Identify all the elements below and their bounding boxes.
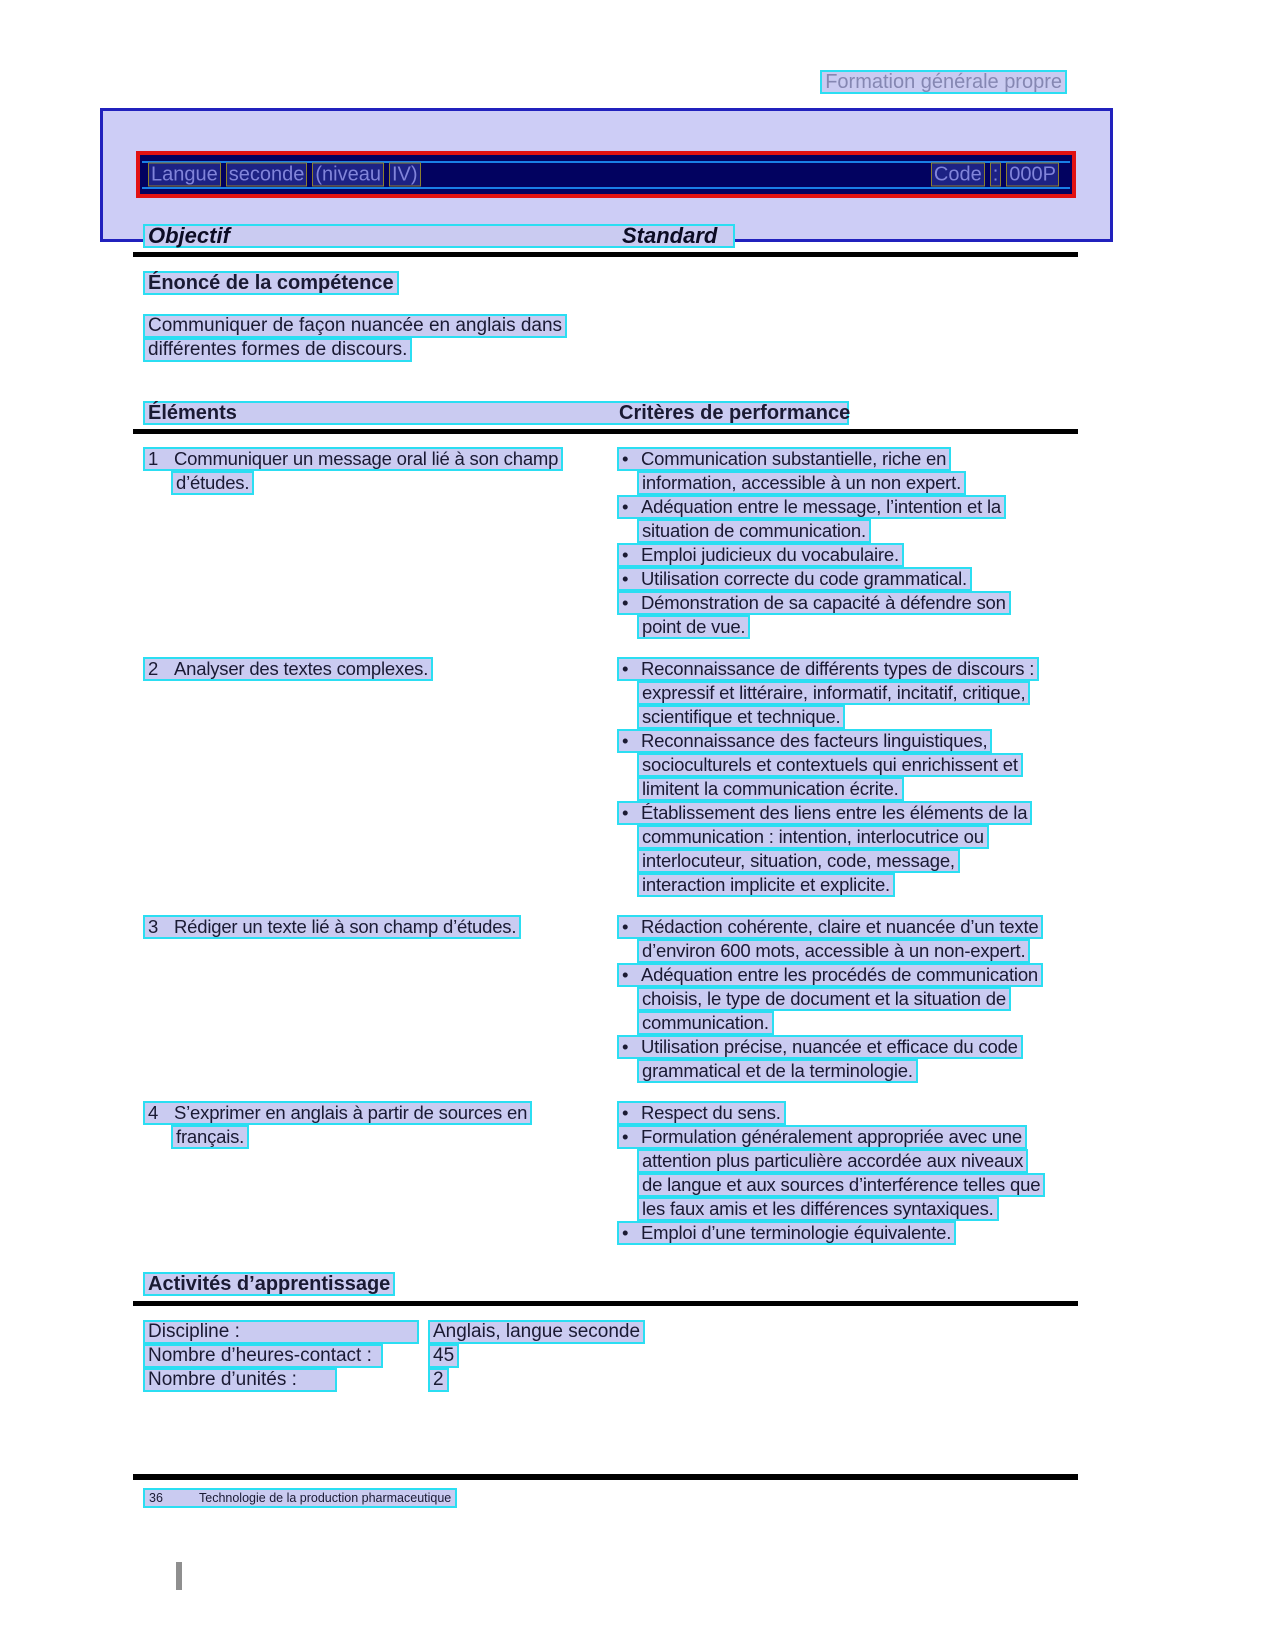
competence-statement <box>143 314 567 362</box>
element-number: 3 <box>148 916 159 937</box>
statement-line-text: différentes formes de discours. <box>143 338 412 362</box>
page-number: 36 <box>149 1491 163 1505</box>
bullet-icon: • <box>622 1222 629 1243</box>
criterion-line <box>617 543 1075 567</box>
criterion-line-text: limitent la communication écrite. <box>642 778 899 799</box>
criterion-line <box>617 615 1075 639</box>
criterion-line <box>617 1059 1075 1083</box>
criterion-line <box>617 849 1075 873</box>
horizontal-rule <box>133 429 1078 434</box>
element-line-text: S’exprimer en anglais à partir de sources en <box>174 1102 528 1123</box>
criterion-line-text: de langue et aux sources d’interférence telles que <box>642 1174 1041 1195</box>
element-cell <box>143 657 617 897</box>
bullet-icon: • <box>622 964 629 985</box>
element-cell <box>143 915 617 1083</box>
criterion-line <box>617 681 1075 705</box>
element-line-text: français. <box>176 1126 245 1147</box>
criterion-line-text: expressif et littéraire, informatif, incitatif, critique, <box>642 682 1026 703</box>
element-line-text: Analyser des textes complexes. <box>174 658 429 679</box>
bullet-icon: • <box>622 1126 629 1147</box>
watermark-label <box>820 70 1067 94</box>
horizontal-rule <box>133 252 1078 257</box>
criterion-line <box>617 1125 1075 1149</box>
criteria-cell <box>617 1101 1075 1245</box>
course-title <box>148 163 426 186</box>
criterion-line <box>617 447 1075 471</box>
statement-line <box>143 314 567 338</box>
bullet-icon: • <box>622 916 629 937</box>
criterion-line-text: d’environ 600 mots, accessible à un non-expert. <box>642 940 1026 961</box>
criterion-line-text: Établissement des liens entre les éléments de la <box>641 802 1028 823</box>
criterion-line <box>617 567 1075 591</box>
criterion-line-text: grammatical et de la terminologie. <box>642 1060 913 1081</box>
activity-value: 2 <box>428 1368 449 1392</box>
element-line-text: Communiquer un message oral lié à son champ <box>174 448 559 469</box>
criterion-line-text: Utilisation précise, nuancée et efficace du code <box>641 1036 1018 1057</box>
criterion-line-text: point de vue. <box>642 616 746 637</box>
criterion-line-text: Adéquation entre le message, l’intention et la <box>641 496 1002 517</box>
criterion-line <box>617 471 1075 495</box>
element-number: 1 <box>148 448 159 469</box>
title-word: : <box>990 162 1002 186</box>
criterion-line <box>617 987 1075 1011</box>
criterion-line-text: Emploi d’une terminologie équivalente. <box>641 1222 952 1243</box>
course-title-bar <box>136 151 1076 198</box>
bullet-icon: • <box>622 1102 629 1123</box>
objectif-header: Objectif <box>148 223 230 248</box>
criterion-line-text: attention plus particulière accordée aux niveaux <box>642 1150 1024 1171</box>
criterion-line <box>617 1173 1075 1197</box>
criterion-line-text: Rédaction cohérente, claire et nuancée d’un texte <box>641 916 1039 937</box>
criterion-line <box>617 939 1075 963</box>
criterion-line <box>617 1011 1075 1035</box>
criterion-line-text: Démonstration de sa capacité à défendre son <box>641 592 1006 613</box>
table-header-bar <box>143 401 849 425</box>
course-code <box>931 163 1064 186</box>
course-header-box <box>100 108 1113 242</box>
activity-label: Nombre d’heures-contact : <box>143 1344 383 1368</box>
watermark-text: Formation générale propre <box>820 70 1067 94</box>
activity-row <box>143 1344 455 1368</box>
table-column-headers <box>143 401 849 425</box>
footer-text-bar <box>143 1488 457 1508</box>
bullet-icon: • <box>622 802 629 823</box>
criterion-line <box>617 825 1075 849</box>
criterion-line <box>617 873 1075 897</box>
title-bar-bottomline <box>142 187 1070 189</box>
element-cell <box>143 447 617 639</box>
criterion-line <box>617 1197 1075 1221</box>
criterion-line-text: Utilisation correcte du code grammatical. <box>641 568 967 589</box>
element-line <box>143 657 617 681</box>
activity-row <box>143 1368 444 1392</box>
activity-value: 45 <box>428 1344 459 1368</box>
activity-row <box>143 1320 641 1344</box>
criterion-line-text: Reconnaissance des facteurs linguistiques, <box>641 730 988 751</box>
criterion-line-text: Communication substantielle, riche en <box>641 448 947 469</box>
bullet-icon: • <box>622 496 629 517</box>
activity-value: Anglais, langue seconde <box>428 1320 645 1344</box>
element-line <box>143 1101 617 1125</box>
element-line <box>143 471 617 495</box>
element-number: 4 <box>148 1102 159 1123</box>
criterion-line-text: les faux amis et les différences syntaxiques. <box>642 1198 994 1219</box>
bullet-icon: • <box>622 1036 629 1057</box>
criterion-line <box>617 1221 1075 1245</box>
criterion-line <box>617 729 1075 753</box>
horizontal-rule <box>133 1301 1078 1306</box>
criterion-line <box>617 705 1075 729</box>
criterion-line-text: communication. <box>642 1012 769 1033</box>
enonce-heading-text: Énoncé de la compétence <box>143 271 399 295</box>
horizontal-rule <box>133 1474 1078 1480</box>
standard-header: Standard <box>622 223 718 248</box>
criterion-line-text: choisis, le type de document et la situation de <box>642 988 1006 1009</box>
title-word: Code <box>931 162 985 186</box>
criteria-row <box>143 1101 1075 1245</box>
criterion-line-text: Adéquation entre les procédés de communication <box>641 964 1039 985</box>
criterion-line-text: Emploi judicieux du vocabulaire. <box>641 544 899 565</box>
criterion-line <box>617 1101 1075 1125</box>
statement-line <box>143 338 567 362</box>
statement-line-text: Communiquer de façon nuancée en anglais dans <box>143 314 567 338</box>
criteria-rows <box>143 447 1075 1245</box>
bullet-icon: • <box>622 448 629 469</box>
objectif-standard-bar <box>143 224 735 248</box>
program-name: Technologie de la production pharmaceutique <box>199 1491 452 1505</box>
criteres-header: Critères de performance <box>619 402 851 424</box>
bullet-icon: • <box>622 592 629 613</box>
column-headers <box>143 224 735 248</box>
bullet-icon: • <box>622 658 629 679</box>
criterion-line <box>617 1035 1075 1059</box>
criterion-line <box>617 1149 1075 1173</box>
criterion-line-text: information, accessible à un non expert. <box>642 472 962 493</box>
criterion-line-text: socioculturels et contextuels qui enrichissent et <box>642 754 1018 775</box>
bullet-icon: • <box>622 568 629 589</box>
bullet-icon: • <box>622 730 629 751</box>
criterion-line-text: interaction implicite et explicite. <box>642 874 890 895</box>
criterion-line <box>617 753 1075 777</box>
criteria-row <box>143 447 1075 639</box>
title-word: IV) <box>389 162 421 186</box>
criterion-line-text: communication : intention, interlocutrice ou <box>642 826 984 847</box>
activities-heading-text: Activités d’apprentissage <box>143 1272 395 1296</box>
criterion-line <box>617 519 1075 543</box>
criteria-cell <box>617 447 1075 639</box>
title-word: 000P <box>1006 162 1059 186</box>
criterion-line <box>617 495 1075 519</box>
page-footer <box>143 1488 457 1508</box>
enonce-heading <box>143 271 399 295</box>
criterion-line-text: Respect du sens. <box>641 1102 781 1123</box>
criteria-row <box>143 915 1075 1083</box>
title-word: Langue <box>148 162 221 186</box>
criterion-line <box>617 777 1075 801</box>
element-line <box>143 915 617 939</box>
criterion-line-text: situation de communication. <box>642 520 866 541</box>
criterion-line <box>617 657 1075 681</box>
criterion-line <box>617 801 1075 825</box>
criterion-line-text: Formulation généralement appropriée avec une <box>641 1126 1022 1147</box>
criterion-line-text: scientifique et technique. <box>642 706 841 727</box>
element-line-text: Rédiger un texte lié à son champ d’études. <box>174 916 517 937</box>
criteria-row <box>143 657 1075 897</box>
element-line-text: d’études. <box>176 472 250 493</box>
criteria-cell <box>617 915 1075 1083</box>
title-word: seconde <box>226 162 308 186</box>
element-line <box>143 1125 617 1149</box>
element-cell <box>143 1101 617 1245</box>
element-line <box>143 447 617 471</box>
activities-heading <box>143 1272 395 1296</box>
criterion-line-text: Reconnaissance de différents types de discours : <box>641 658 1035 679</box>
title-word: (niveau <box>312 162 384 186</box>
activity-label: Discipline : <box>143 1320 419 1344</box>
elements-header: Éléments <box>148 402 237 424</box>
criterion-line <box>617 591 1075 615</box>
criterion-line-text: interlocuteur, situation, code, message, <box>642 850 955 871</box>
criterion-line <box>617 915 1075 939</box>
bullet-icon: • <box>622 544 629 565</box>
cursor-mark <box>176 1562 182 1590</box>
criteria-cell <box>617 657 1075 897</box>
title-bar-text <box>148 163 1064 186</box>
activity-label: Nombre d’unités : <box>143 1368 337 1392</box>
activities-table <box>143 1320 641 1392</box>
criterion-line <box>617 963 1075 987</box>
element-number: 2 <box>148 658 159 679</box>
